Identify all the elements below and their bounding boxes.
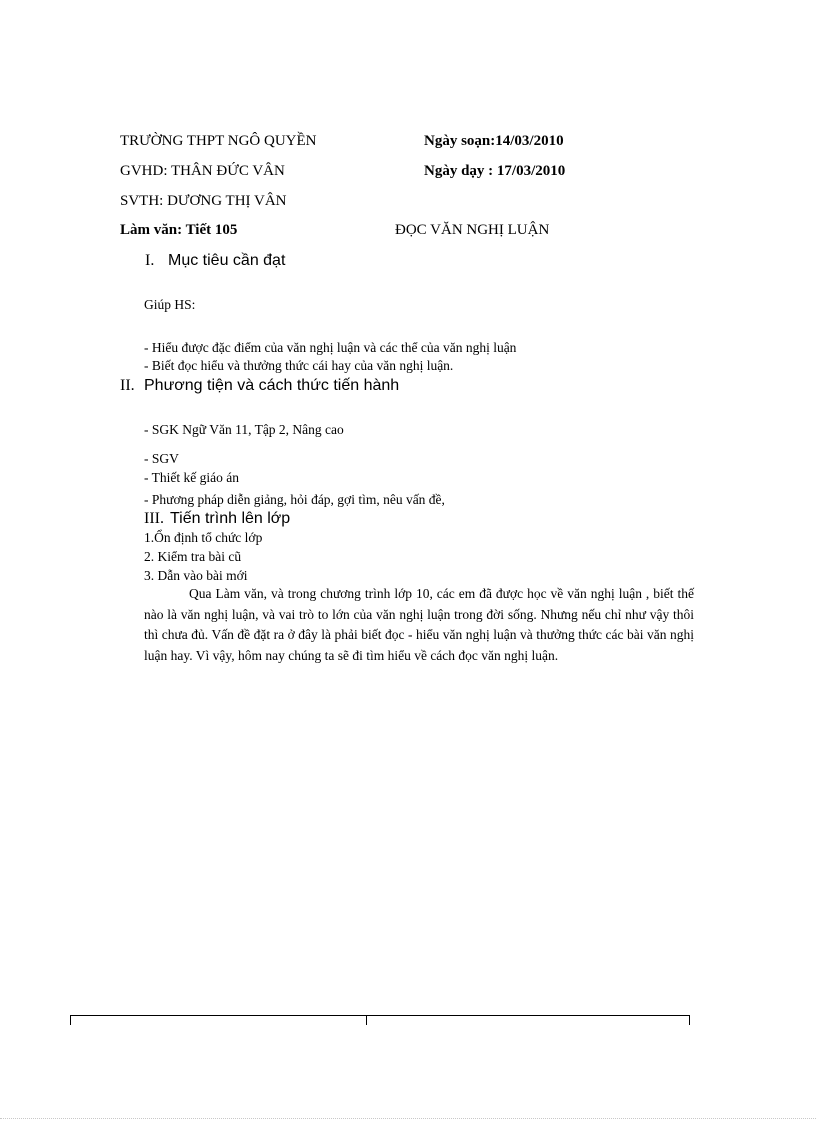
- lesson-label: Làm văn: Tiết 105: [120, 222, 238, 238]
- section3-number: III.: [144, 510, 164, 527]
- table-column-divider: [366, 1015, 367, 1025]
- table-top-border: [70, 1015, 690, 1026]
- objective-item: - Biết đọc hiểu và thưởng thức cái hay của văn nghị luận.: [144, 358, 454, 373]
- objective-item: - Hiểu được đặc điểm của văn nghị luận và các thể của văn nghị luận: [144, 340, 517, 355]
- section3-heading: Tiến trình lên lớp: [170, 510, 291, 527]
- resource-item: - Thiết kế giáo án: [144, 470, 239, 485]
- student-teacher: SVTH: DƯƠNG THỊ VÂN: [120, 193, 287, 209]
- table-right-edge: [689, 1015, 690, 1025]
- teaching-date: Ngày dạy : 17/03/2010: [424, 163, 566, 179]
- supervisor: GVHD: THÂN ĐỨC VÂN: [120, 163, 285, 179]
- resource-item: - SGV: [144, 451, 179, 466]
- table-left-edge: [70, 1015, 71, 1025]
- school-name: TRƯỜNG THPT NGÔ QUYỀN: [120, 133, 317, 149]
- resource-item: - SGK Ngữ Văn 11, Tập 2, Nâng cao: [144, 422, 344, 437]
- section1-number: I.: [145, 252, 155, 269]
- document-title: ĐỌC VĂN NGHỊ LUẬN: [395, 222, 550, 238]
- page-boundary: [0, 1118, 816, 1119]
- intro-paragraph: Qua Làm văn, và trong chương trình lớp 10, các em đã được học về văn nghị luận , biết thế nào là văn nghị luận, và vai trò to lớn của văn nghị luận trong đời sống. Nhưng nếu chỉ như vậy thôi thì chưa đủ. Vấn đề đặt ra ở đây là phải biết đọc - hiểu văn nghị luận và thưởng thức các bài văn nghị luận hay. Vì vậy, hôm nay chúng ta sẽ đi tìm hiểu về cách đọc văn nghị luận.: [144, 586, 694, 663]
- section1-intro: Giúp HS:: [144, 297, 196, 312]
- section1-heading: Mục tiêu cần đạt: [168, 252, 286, 269]
- procedure-step: 3. Dẫn vào bài mới: [144, 568, 248, 583]
- resource-item: - Phương pháp diễn giảng, hỏi đáp, gợi tìm, nêu vấn đề,: [144, 492, 445, 507]
- procedure-step: 1.Ổn định tổ chức lớp: [144, 530, 263, 545]
- section2-number: II.: [120, 377, 135, 394]
- prep-date: Ngày soạn:14/03/2010: [424, 133, 564, 149]
- section2-heading: Phương tiện và cách thức tiến hành: [144, 377, 400, 394]
- procedure-step: 2. Kiểm tra bài cũ: [144, 549, 242, 564]
